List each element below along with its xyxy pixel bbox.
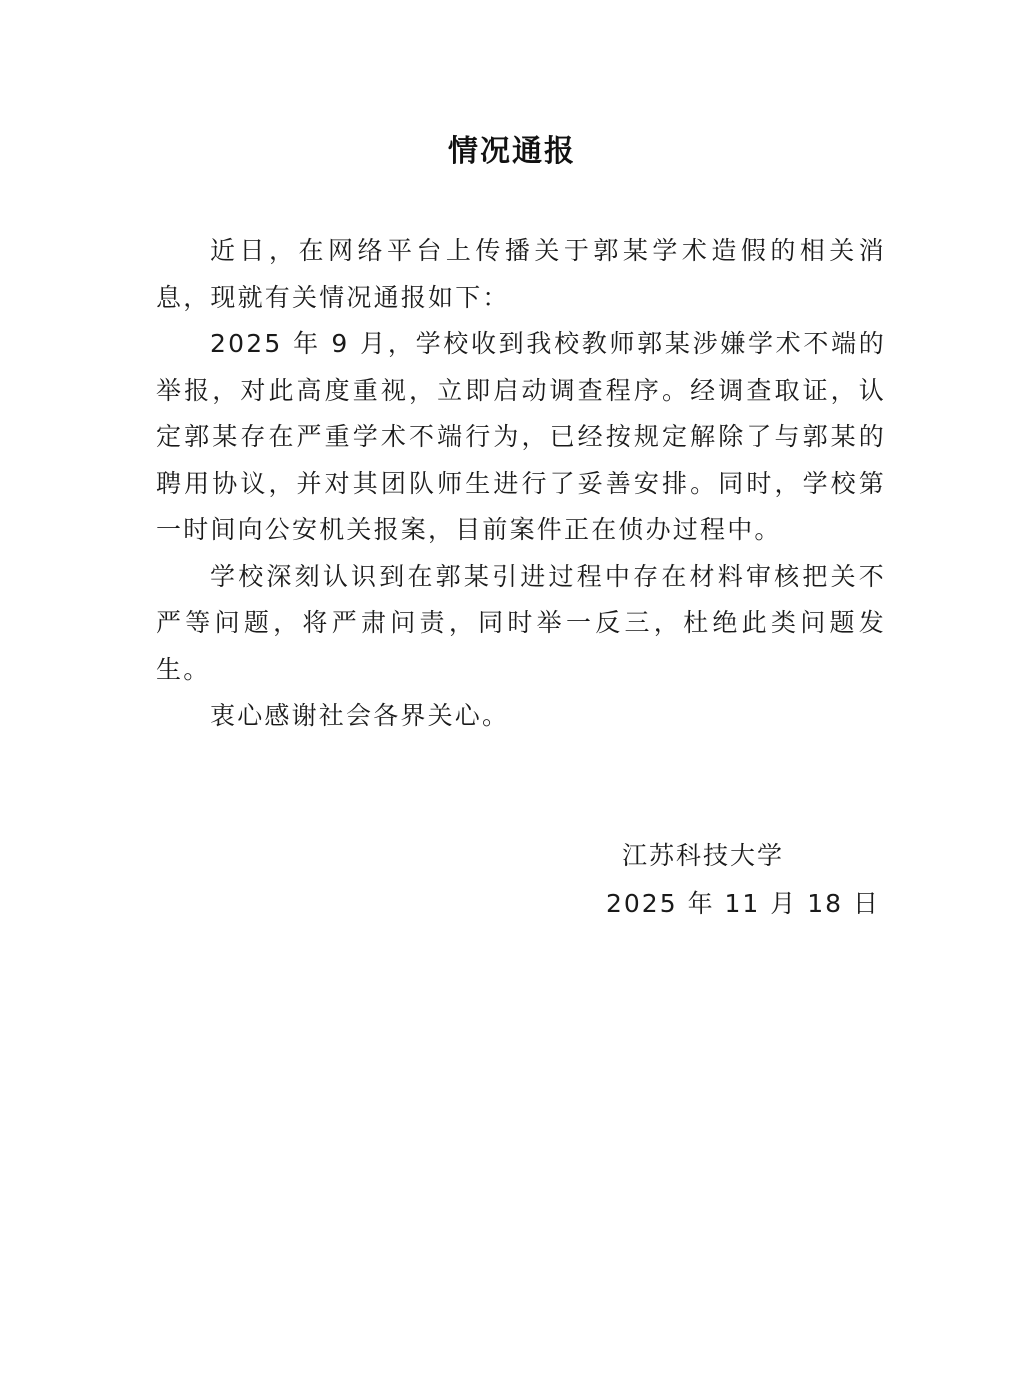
signature-date: 2025 年 11 月 18 日	[606, 889, 880, 918]
paragraph-accountability: 学校深刻认识到在郭某引进过程中存在材料审核把关不严等问题，将严肃问责，同时举一反三，杜绝此类问题发生。	[156, 561, 886, 684]
document-title: 情况通报	[448, 134, 576, 169]
paragraph-investigation: 2025 年 9 月，学校收到我校教师郭某涉嫌学术不端的举报，对此高度重视，立即启动调查程序。经调查取证，认定郭某存在严重学术不端行为，已经按规定解除了与郭某的聘用协议，并对其团队师生进行了妥善安排。同时，学校第一时间向公安机关报案，目前案件正在侦办过程中。	[156, 329, 886, 544]
document-body	[156, 228, 886, 740]
paragraph-intro: 近日，在网络平台上传播关于郭某学术造假的相关消息，现就有关情况通报如下：	[156, 236, 886, 312]
paragraph-thanks: 衷心感谢社会各界关心。	[210, 701, 510, 730]
signature-organization: 江苏科技大学	[622, 841, 785, 870]
